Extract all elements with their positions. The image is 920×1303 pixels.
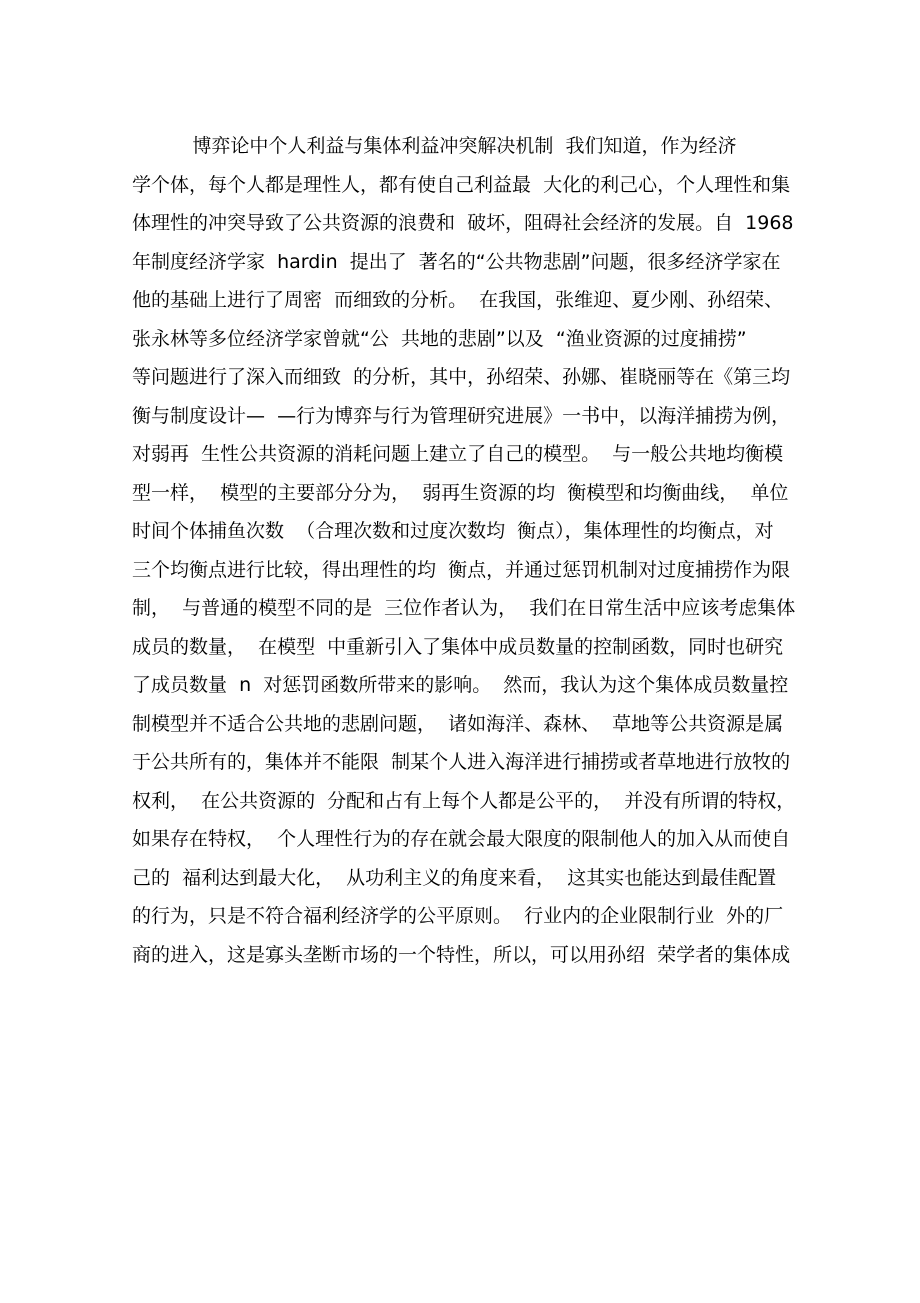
text-line: 制， 与普通的模型不同的是 三位作者认为， 我们在日常生活中应该考虑集体: [132, 597, 796, 619]
text-line: 权利， 在公共资源的 分配和占有上每个人都是公平的， 并没有所谓的特权，: [132, 789, 796, 812]
text-line: 张永林等多位经济学家曾就“公 共地的悲剧”以及 “渔业资源的过度捕捞”: [132, 327, 747, 350]
text-line: 于公共所有的，集体并不能限 制某个人进入海洋进行捕捞或者草地进行放牧的: [132, 751, 791, 773]
text-line: 型一样， 模型的主要部分分为， 弱再生资源的均 衡模型和均衡曲线， 单位: [132, 481, 789, 504]
body-paragraph: [132, 127, 800, 974]
text-line: 他的基础上进行了周密 而细致的分析。 在我国，张维迎、夏少刚、孙绍荣、: [132, 289, 784, 311]
text-line: 商的进入，这是寡头垄断市场的一个特性，所以，可以用孙绍 荣学者的集体成: [132, 943, 791, 966]
text-line: 的行为，只是不符合福利经济学的公平原则。 行业内的企业限制行业 外的厂: [132, 905, 784, 927]
text-line: 等问题进行了深入而细致 的分析，其中，孙绍荣、孙娜、崔晓丽等在《第三均: [132, 366, 791, 388]
text-line: 衡与制度设计— —行为博弈与行为管理研究进展》一书中，以海洋捕捞为例，: [132, 404, 791, 427]
text-line: 年制度经济学家 hardin 提出了 著名的“公共物悲剧”问题，很多经济学家在: [132, 250, 781, 273]
text-line: 对弱再 生性公共资源的消耗问题上建立了自己的模型。 与一般公共地均衡模: [132, 443, 784, 465]
text-line: 三个均衡点进行比较，得出理性的均 衡点，并通过惩罚机制对过度捕捞作为限: [132, 558, 791, 581]
text-line: 时间个体捕鱼次数 （合理次数和过度次数均 衡点），集体理性的均衡点，对: [132, 520, 774, 542]
text-line: 体理性的冲突导致了公共资源的浪费和 破坏，阻碍社会经济的发展。自 1968: [132, 212, 794, 234]
text-line: 己的 福利达到最大化， 从功利主义的角度来看， 这其实也能达到最佳配置: [132, 866, 777, 889]
text-line: 如果存在特权， 个人理性行为的存在就会最大限度的限制他人的加入从而使自: [132, 828, 791, 850]
text-line: 了成员数量 n 对惩罚函数所带来的影响。 然而，我认为这个集体成员数量控: [132, 674, 789, 696]
text-line: 博弈论中个人利益与集体利益冲突解决机制 我们知道，作为经济: [132, 135, 737, 157]
text-line: 学个体，每个人都是理性人，都有使自己利益最 大化的利己心，个人理性和集: [132, 173, 791, 196]
text-line: 成员的数量， 在模型 中重新引入了集体中成员数量的控制函数，同时也研究: [132, 635, 784, 658]
text-line: 制模型并不适合公共地的悲剧问题， 诸如海洋、森林、 草地等公共资源是属: [132, 712, 784, 735]
